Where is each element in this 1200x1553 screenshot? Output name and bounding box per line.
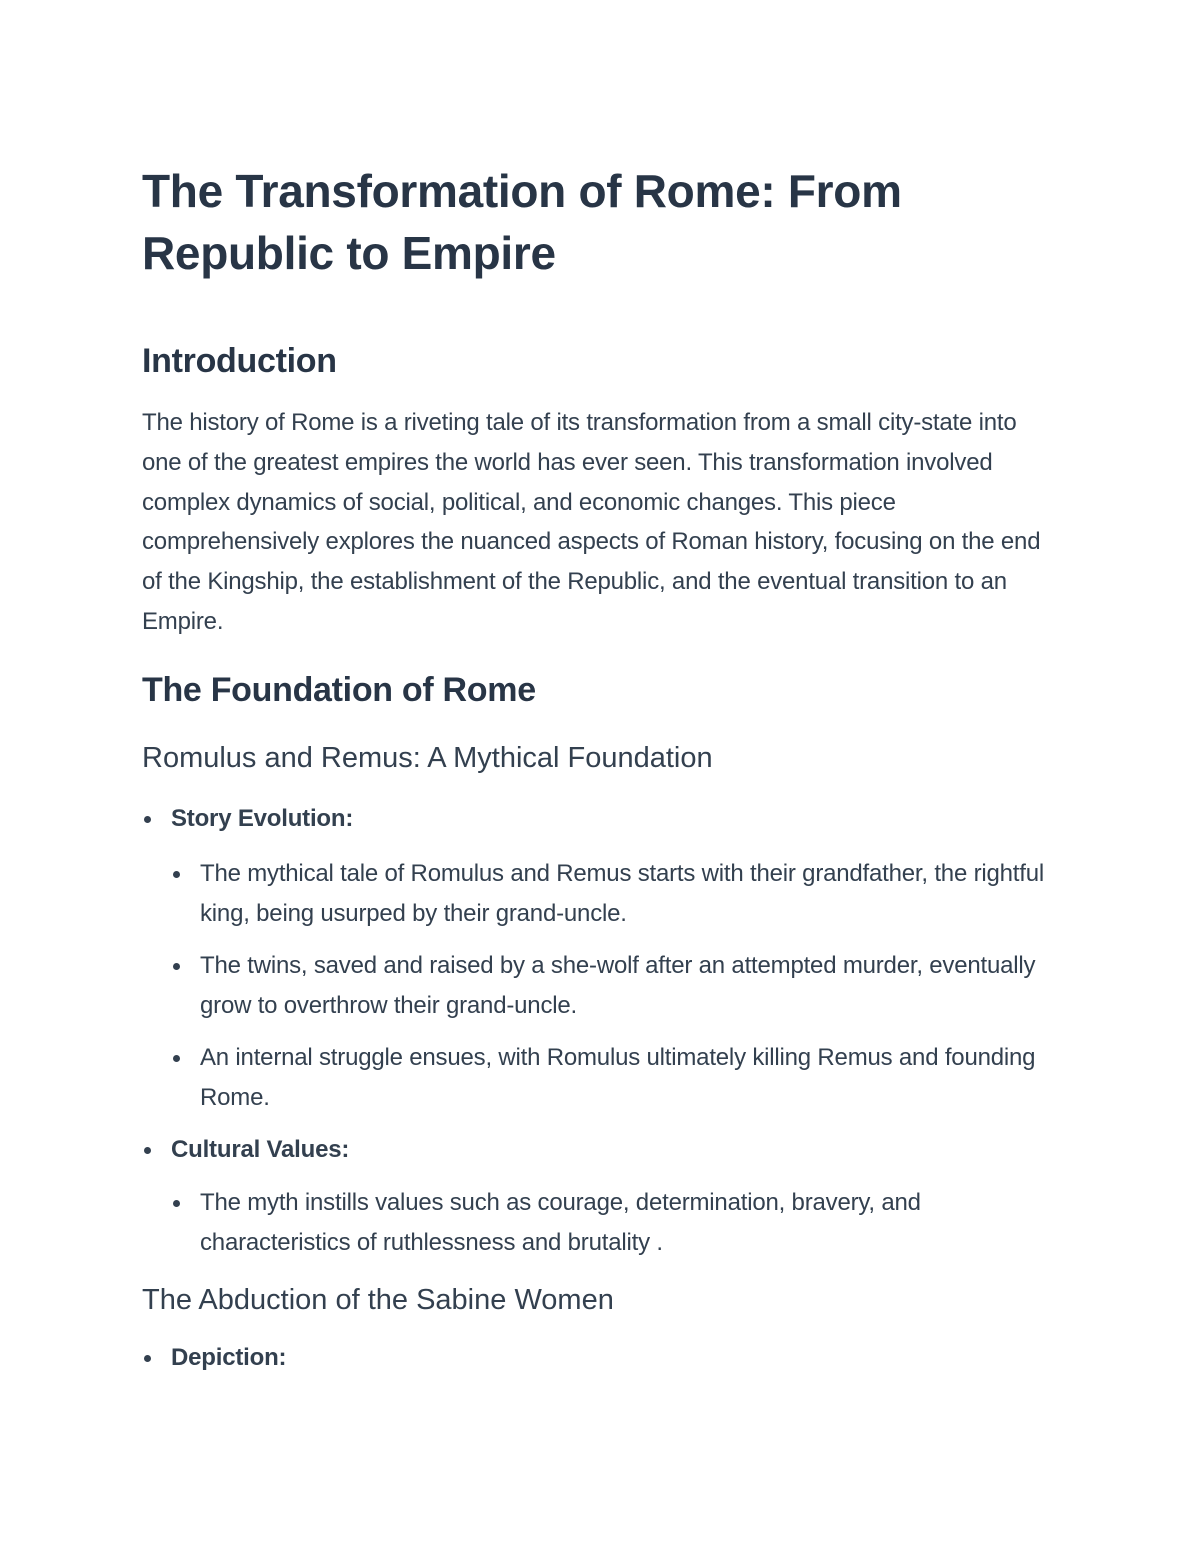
- bullet-icon: [144, 816, 151, 823]
- subheading-sabine-women: The Abduction of the Sabine Women: [142, 1283, 614, 1316]
- story-item-text: An internal struggle ensues, with Romulus ultimately killing Remus and founding Rome.: [200, 1043, 1036, 1111]
- list-item-story-evolution: [142, 799, 1062, 839]
- bullet-icon: [173, 1200, 180, 1207]
- intro-paragraph: The history of Rome is a riveting tale of its transformation from a small city-state into one of the greatest empires the world has ever seen. This transformation involved complex dynamics of social, political, and economic changes. This piece comprehensively explores the nuanced aspects of Roman history, focusing on the end of the Kingship, the establishment of the Republic, and the eventual transition to an Empire.: [142, 409, 1041, 635]
- list-item: [142, 854, 1062, 934]
- list-item: [142, 1038, 1062, 1118]
- bullet-icon: [173, 1055, 180, 1062]
- values-item-text: The myth instills values such as courage, determination, bravery, and characteristics of ruthlessness and brutality .: [200, 1188, 921, 1256]
- list-item-depiction: [142, 1338, 1062, 1378]
- bullet-icon: [173, 963, 180, 970]
- subheading-romulus-remus: Romulus and Remus: A Mythical Foundation: [142, 741, 713, 774]
- bullet-icon: [173, 871, 180, 878]
- bullet-icon: [144, 1147, 151, 1154]
- story-evolution-label: Story Evolution:: [171, 804, 354, 832]
- depiction-label: Depiction:: [171, 1343, 287, 1371]
- cultural-values-label: Cultural Values:: [171, 1135, 350, 1163]
- section-heading-introduction: Introduction: [142, 342, 337, 380]
- list-item-cultural-values: [142, 1130, 1062, 1170]
- list-item: [142, 946, 1062, 1026]
- document-page: [142, 160, 1062, 1378]
- story-item-text: The twins, saved and raised by a she-wolf after an attempted murder, eventually grow to overthrow their grand-uncle.: [200, 951, 1036, 1019]
- list-item: [142, 1183, 1062, 1263]
- sabine-list: [142, 1338, 1062, 1378]
- bullet-icon: [144, 1355, 151, 1362]
- section-heading-foundation: The Foundation of Rome: [142, 670, 536, 709]
- romulus-list: [142, 799, 1062, 1263]
- document-title: The Transformation of Rome: From Republic to Empire: [142, 165, 902, 279]
- story-item-text: The mythical tale of Romulus and Remus starts with their grandfather, the rightful king, being usurped by their grand-uncle.: [200, 859, 1045, 927]
